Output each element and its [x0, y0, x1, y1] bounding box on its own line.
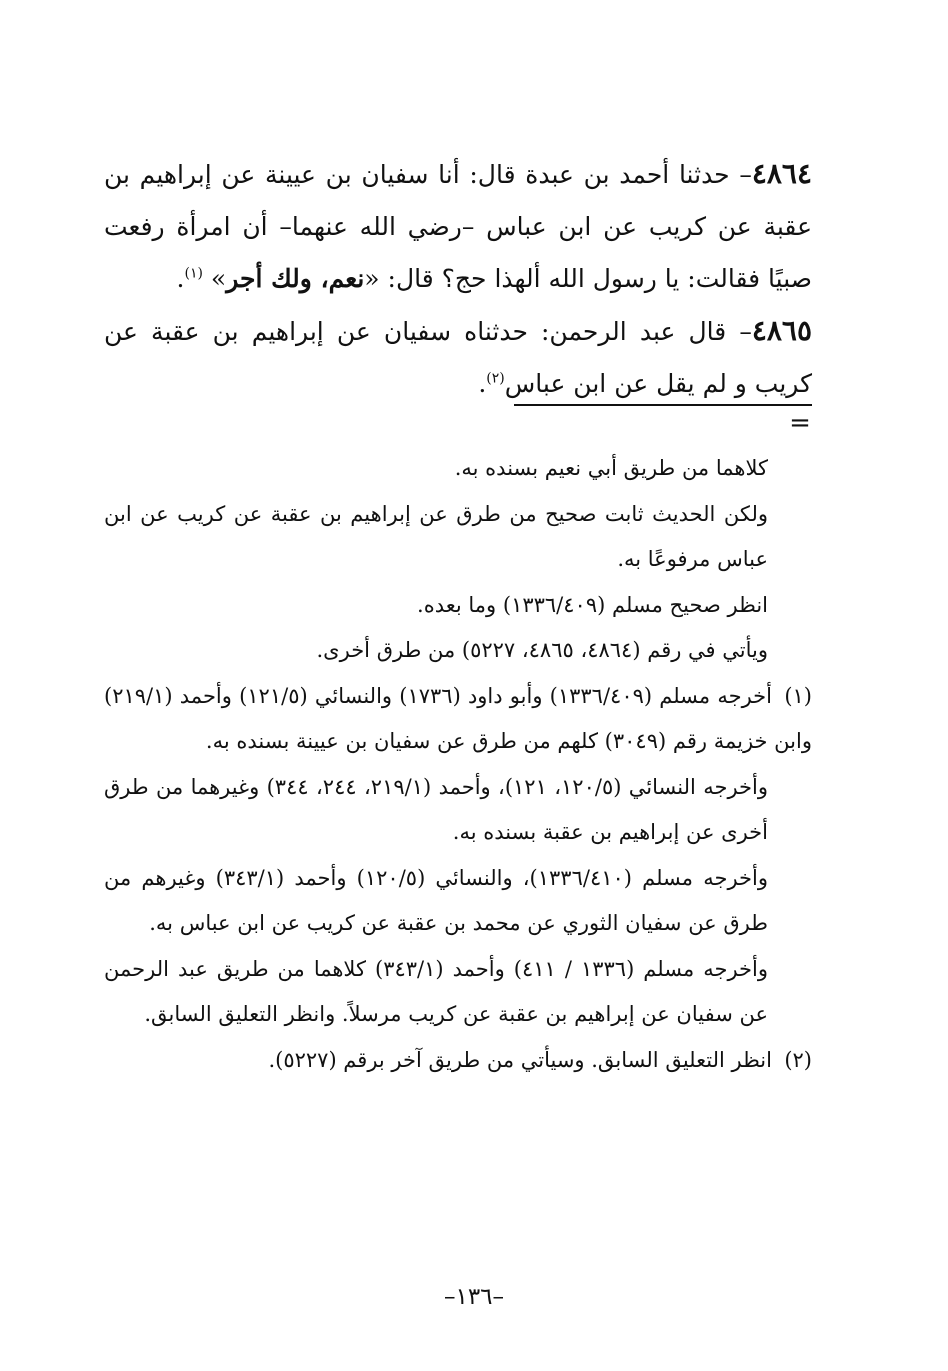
footnote-ref: (١): [184, 265, 203, 282]
footnote-1-para: وأخرجه مسلم (١٣٣٦/٤١٠)، والنسائي (١٢٠/٥) وأحمد (٣٤٣/١) وغيرهم من طرق عن سفيان الثوري عن محمد بن عقبة عن كريب عن ابن عباس به.: [104, 865, 768, 935]
hadith-4864: [104, 148, 812, 305]
footnote-text: أخرجه مسلم (١٣٣٦/٤٠٩) وأبو داود (١٧٣٦) والنسائي (١٢١/٥) وأحمد (٢١٩/١) وابن خزيمة رقم (٣٠٤٩) كلهم من طرق عن سفيان بن عيينة بسنده به.: [104, 683, 812, 753]
footnote-ref: (٢): [486, 370, 505, 387]
main-text: [104, 148, 812, 410]
hadith-4865: [104, 305, 812, 410]
hadith-end: .: [176, 264, 185, 293]
footnotes: [104, 446, 812, 1083]
footnote-1-para: وأخرجه النسائي (١٢٠/٥، ١٢١)، وأحمد (٢١٩/١، ٢٤٤، ٣٤٤) وغيرهما من طرق أخرى عن إبراهيم بن عقبة بسنده به.: [104, 774, 769, 844]
footnote-1-para: وأخرجه مسلم (١٣٣٦ / ٤١١) وأحمد (٣٤٣/١) كلاهما من طريق عبد الرحمن عن سفيان عن إبراهيم بن عقبة عن كريب مرسلاً. وانظر التعليق السابق.: [104, 956, 769, 1026]
note-continued-line: كلاهما من طريق أبي نعيم بسنده به.: [454, 456, 768, 480]
footnote-number: (٢): [784, 1047, 812, 1072]
hadith-bold-text: نعم، ولك أجر: [226, 264, 365, 293]
hadith-quote-close: »: [210, 264, 227, 293]
note-continued-line: انظر صحيح مسلم (١٣٣٦/٤٠٩) وما بعده.: [417, 592, 768, 617]
footnote-number: (١): [784, 683, 812, 708]
hadith-end: .: [478, 369, 487, 398]
footnote-separator: [514, 404, 812, 406]
hadith-number: ٤٨٦٥: [751, 314, 812, 347]
footnote-1-para: [104, 674, 812, 765]
footnote-2: [104, 1038, 812, 1084]
footnote-text: انظر التعليق السابق. وسيأتي من طريق آخر برقم (٥٢٢٧).: [268, 1047, 772, 1072]
hadith-text: – حدثنا أحمد بن عبدة قال: أنا سفيان بن عيينة عن إبراهيم بن عقبة عن كريب عن ابن عباس –رضي الله عنهما– أن امرأة رفعت صبيًا فقالت: يا رسول الله ألهذا حج؟ قال: «: [104, 160, 812, 293]
continuation-mark: =: [789, 408, 811, 438]
hadith-text: – قال عبد الرحمن: حدثناه سفيان عن إبراهيم بن عقبة عن كريب و لم يقل عن ابن عباس: [104, 317, 812, 398]
hadith-number: ٤٨٦٤: [751, 157, 812, 190]
page-number: –١٣٦–: [443, 1284, 505, 1310]
note-continued-line: ويأتي في رقم (٤٨٦٤، ٤٨٦٥، ٥٢٢٧) من طرق أخرى.: [316, 638, 768, 662]
note-continued-line: ولكن الحديث ثابت صحيح من طرق عن إبراهيم بن عقبة عن كريب عن ابن عباس مرفوعًا به.: [104, 501, 768, 571]
